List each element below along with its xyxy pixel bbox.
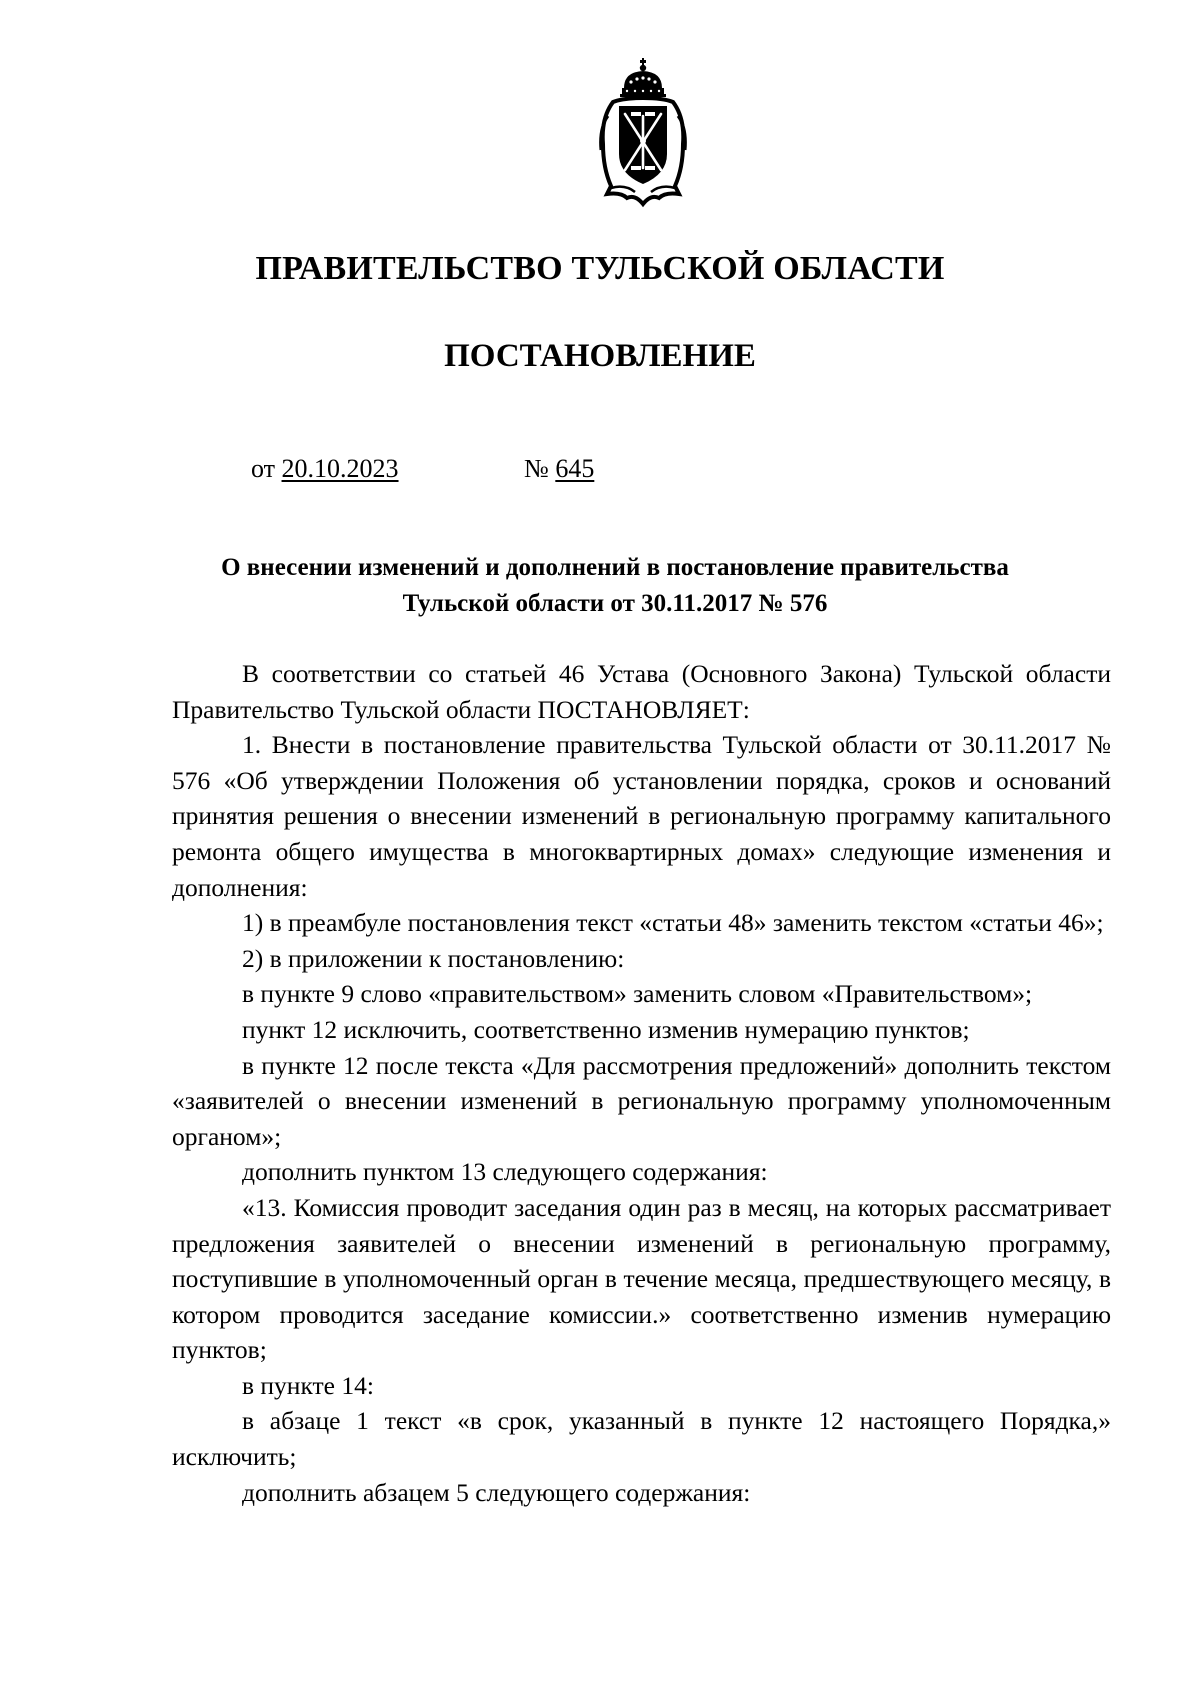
body-paragraph: 1. Внести в постановление правительства Тульской области от 30.11.2017 № 576 «Об утверждении Положения об установлении порядка, сроков и оснований принятия решения о внесении изменений в региональную программу капитального ремонта общего имущества в многоквартирных домах» следующие изменения и дополнения: <box>172 730 1111 902</box>
body-paragraph: В соответствии со статьей 46 Устава (Основного Закона) Тульской области Правительство Тульской области ПОСТАНОВЛЯЕТ: <box>172 659 1111 724</box>
body-paragraph: «13. Комиссия проводит заседания один раз в месяц, на которых рассматривает предложения заявителей о внесении изменений в региональную программу, поступившие в уполномоченный орган в течение месяца, предшествующего месяцу, в котором проводится заседание комиссии.» соответственно изменив нумерацию пунктов; <box>172 1192 1111 1365</box>
coat-of-arms-icon <box>591 58 695 208</box>
body-paragraph: в пункте 14: <box>242 1370 374 1400</box>
document-subject <box>140 550 1090 622</box>
body-paragraph: в пункте 9 слово «правительством» заменить словом «Правительством»; <box>242 979 1033 1009</box>
date-prefix: от <box>251 454 276 483</box>
body-paragraph: 1) в преамбуле постановления текст «статьи 48» заменить текстом «статьи 46»; <box>242 908 1104 938</box>
date-value: 20.10.2023 <box>281 454 399 483</box>
body-paragraph: 2) в приложении к постановлению: <box>242 943 625 973</box>
body-paragraph: дополнить пунктом 13 следующего содержания: <box>242 1157 768 1187</box>
document-date <box>251 452 399 486</box>
body-paragraph: в абзаце 1 текст «в срок, указанный в пункте 12 настоящего Порядка,» исключить; <box>172 1406 1111 1472</box>
number-prefix: № <box>524 454 549 483</box>
document-type-title: ПОСТАНОВЛЕНИЕ <box>444 338 756 374</box>
body-paragraph: в пункте 12 после текста «Для рассмотрения предложений» дополнить текстом «заявителей о внесении изменений в региональную программу уполномоченным органом»; <box>172 1050 1111 1151</box>
document-body <box>172 656 1111 1510</box>
organization-title: ПРАВИТЕЛЬСТВО ТУЛЬСКОЙ ОБЛАСТИ <box>255 250 945 287</box>
body-paragraph: пункт 12 исключить, соответственно изменив нумерацию пунктов; <box>242 1014 970 1044</box>
subject-line-1: О внесении изменений и дополнений в постановление правительства <box>221 554 1009 581</box>
subject-line-2: Тульской области от 30.11.2017 № 576 <box>402 590 828 617</box>
number-value: 645 <box>555 454 595 483</box>
body-paragraph: дополнить абзацем 5 следующего содержания: <box>242 1477 751 1507</box>
document-number <box>524 452 594 486</box>
